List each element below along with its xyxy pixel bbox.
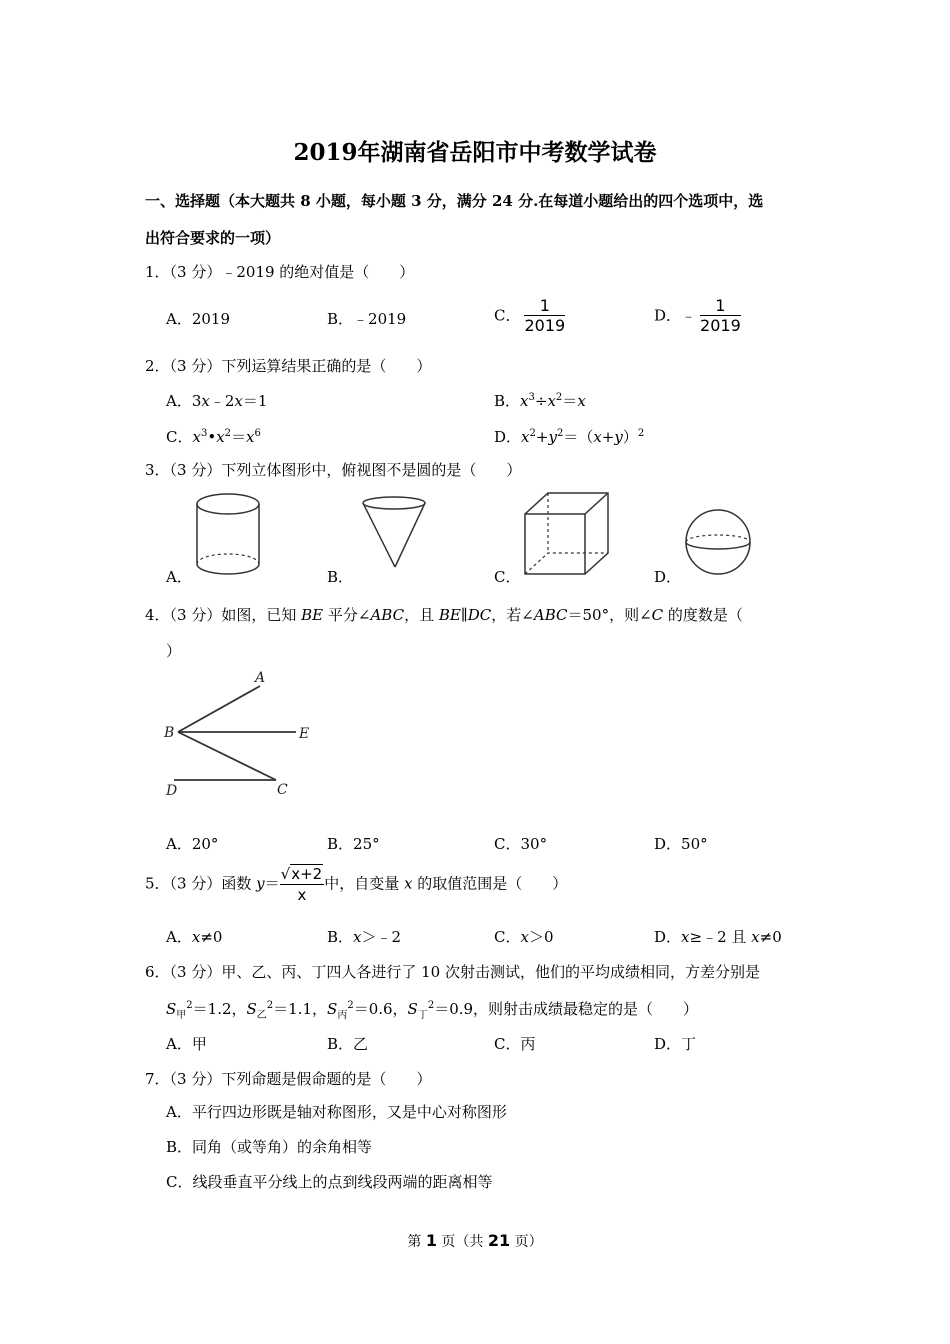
- q1-option-c: C． $\frac{1}{2019}$: [494, 296, 566, 335]
- q5-option-d: D．x≥﹣2 且 x≠0: [654, 928, 782, 946]
- label-e: E: [299, 726, 310, 742]
- q3-option-d: D．: [654, 568, 682, 586]
- label-b: B: [164, 725, 175, 741]
- q6-stem-line2: $S_甲^2=1.2$，$S_乙^2=1.1$，$S_丙^2=0.6$，$S_丁^2=0.9$，则射击成绩最稳定的是（ ）: [166, 1000, 699, 1021]
- cylinder-figure: [195, 490, 265, 580]
- q4-stem: 4．（3 分）如图，已知 BE 平分∠ABC，且 BE∥DC，若∠ABC＝50°，则∠C 的度数是（: [145, 606, 743, 624]
- q7-option-a: A．平行四边形既是轴对称图形，又是中心对称图形: [166, 1103, 507, 1121]
- q2-option-c: C．$x^3•x^2=x^6$: [166, 428, 261, 446]
- q4-option-c: C．30°: [494, 835, 548, 853]
- q4-stem-line2: ）: [166, 642, 182, 660]
- q5-option-b: B．x＞﹣2: [327, 928, 402, 946]
- q2-stem: 2．（3 分）下列运算结果正确的是（ ）: [145, 357, 432, 375]
- q4-option-b: B．25°: [327, 835, 380, 853]
- cube-figure: [522, 490, 612, 578]
- sphere-figure: [684, 508, 754, 578]
- label-c: C: [277, 782, 288, 798]
- q2-option-a: A．3x﹣2x＝1: [166, 392, 268, 410]
- section-heading-line2: 出符合要求的一项）: [145, 229, 281, 247]
- q7-stem: 7．（3 分）下列命题是假命题的是（ ）: [145, 1070, 432, 1088]
- q5-option-a: A．x≠0: [166, 928, 223, 946]
- label-d: D: [166, 783, 178, 799]
- q3-option-a: A．: [166, 568, 192, 586]
- page-total: 21: [487, 1231, 511, 1250]
- q5-option-c: C．x＞0: [494, 928, 554, 946]
- angle-figure: [160, 665, 330, 805]
- function-fraction: $\frac{√x+2}{x}$: [280, 865, 323, 904]
- q7-option-c: C．线段垂直平分线上的点到线段两端的距离相等: [166, 1173, 493, 1191]
- q1-option-a: A．2019: [166, 310, 231, 328]
- q4-option-d: D．50°: [654, 835, 708, 853]
- q1-option-b: B．﹣2019: [327, 310, 407, 328]
- q3-option-c: C．: [494, 568, 521, 586]
- fraction: $\frac{1}{2019}$: [524, 296, 566, 335]
- page-number: 1: [425, 1231, 437, 1250]
- q7-option-b: B．同角（或等角）的余角相等: [166, 1138, 373, 1156]
- page-footer: 第 1 页（共 21 页）: [407, 1231, 543, 1250]
- q2-option-d: D．$x^2+y^2=(x+y)^2$: [494, 428, 645, 446]
- page-title: 2019年湖南省岳阳市中考数学试卷: [293, 139, 657, 166]
- q6-option-c: C．丙: [494, 1035, 536, 1053]
- q6-option-a: A．甲: [166, 1035, 207, 1053]
- cone-figure: [360, 495, 430, 570]
- q6-stem-line1: 6．（3 分）甲、乙、丙、丁四人各进行了 10 次射击测试，他们的平均成绩相同，方差分别是: [145, 963, 760, 981]
- q4-option-a: A．20°: [166, 835, 219, 853]
- q2-option-b: B．$x^3\div x^2=x$: [494, 392, 586, 410]
- fraction: $\frac{1}{2019}$: [700, 296, 741, 335]
- q1-stem: 1．（3 分）﹣2019 的绝对值是（ ）: [145, 263, 415, 281]
- q5-stem: 5．（3 分）函数 y＝ $\frac{√x+2}{x}$ 中，自变量 x 的取值范围是（ ）: [145, 865, 568, 904]
- q3-option-b: B．: [327, 568, 354, 586]
- q6-option-d: D．丁: [654, 1035, 697, 1053]
- q1-option-d: D．﹣ $\frac{1}{2019}$: [654, 296, 741, 335]
- q3-stem: 3．（3 分）下列立体图形中，俯视图不是圆的是（ ）: [145, 461, 522, 479]
- q6-option-b: B．乙: [327, 1035, 369, 1053]
- section-heading-line1: 一、选择题（本大题共 8 小题，每小题 3 分，满分 24 分.在每道小题给出的四个选项中，选: [145, 192, 764, 210]
- label-a: A: [255, 670, 266, 686]
